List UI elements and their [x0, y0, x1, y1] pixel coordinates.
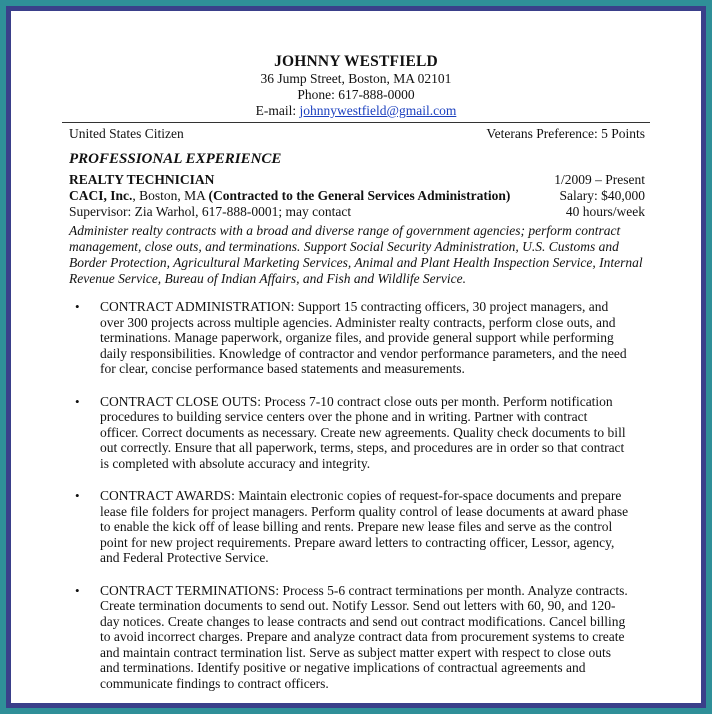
- address-line: 36 Jump Street, Boston, MA 02101: [260, 71, 452, 86]
- phone-line: Phone: 617-888-0000: [297, 87, 415, 102]
- bullet-marker: •: [75, 488, 80, 503]
- email-line: [11, 103, 701, 119]
- resume-body: [69, 126, 645, 703]
- salary: Salary: $40,000: [559, 188, 645, 203]
- duty-text: CONTRACT ADMINISTRATION: Support 15 contracting officers, 30 project managers, and over 300 projects across multiple agencies. Administer realty contracts, perform close outs, and terminations. Manage paperwork, organize files, and provide general support while performing daily responsibilities. Knowledge of contractor and vendor performance parameters, and the need for clear, concise performance based statements and measurements.: [100, 299, 627, 376]
- job-title: REALTY TECHNICIAN: [69, 172, 215, 187]
- email-link[interactable]: johnnywestfield@gmail.com: [299, 103, 457, 118]
- job-entry: [69, 172, 645, 287]
- applicant-name: JOHNNY WESTFIELD: [274, 53, 438, 70]
- email-label: E-mail:: [255, 103, 300, 118]
- bullet-marker: •: [75, 582, 80, 598]
- list-item: [69, 583, 645, 692]
- job-summary: Administer realty contracts with a broad and diverse range of government agencies; perform contract management, close outs, and terminations. Support Social Security Administration, U.S. Customs and Border Protection, Agricultural Marketing Services, Animal and Plant Health Inspection Service, Internal Revenue Service, Bureau of Indian Affairs, and Fish and Wildlife Service.: [69, 223, 643, 286]
- section-title: PROFESSIONAL EXPERIENCE: [69, 151, 282, 167]
- duty-text: CONTRACT CLOSE OUTS: Process 7-10 contract close outs per month. Perform notification procedures to building service centers over the phone and in writing. Partner with contract officer. Correct documents as necessary. Create new agreements. Quality check documents to bill out correctly. Ensure that all paperwork, terms, steps, and procedures are in order so that contract is completed with absolute accuracy and integrity.: [100, 393, 626, 471]
- bullet-marker: •: [75, 299, 80, 314]
- supervisor: Supervisor: Zia Warhol, 617-888-0001; may contact: [69, 204, 352, 219]
- company-location: , Boston, MA: [132, 188, 209, 203]
- hours: 40 hours/week: [565, 204, 645, 219]
- job-dates: 1/2009 – Present: [554, 172, 645, 187]
- duties-list: [69, 299, 645, 691]
- contract-note: (Contracted to the General Services Administration): [208, 188, 511, 203]
- list-item: [69, 488, 645, 566]
- image-border: [6, 6, 706, 708]
- employer-line: [69, 188, 510, 204]
- list-item: [69, 299, 645, 377]
- duty-text: CONTRACT AWARDS: Maintain electronic copies of request-for-space documents and prepare lease file folders for project managers. Perform quality control of lease documents at award phase to enable the kick off of lease billing and rents. Prepare new lease files and serve as the control point for new project requirements. Prepare award letters to contracting officer, Lessor, agency, and Federal Protective Service.: [100, 488, 629, 565]
- bullet-marker: •: [75, 393, 80, 409]
- header-divider: [62, 122, 650, 123]
- duty-text: CONTRACT TERMINATIONS: Process 5-6 contract terminations per month. Analyze contracts. Create termination documents to send out. Notify Lessor. Send out letters with 60, 90, and 120-day notices. Create changes to lease contracts and send out contract modifications. Cancel billing to avoid incorrect charges. Prepare and analyze contract data from procurement systems to create and maintain contract termination list. Serve as subject matter expert with respect to close outs and terminations. Identify positive or negative implications of contractual agreements and communicate findings to contract officers.: [100, 582, 628, 691]
- resume-page: [11, 11, 701, 703]
- company-name: CACI, Inc.: [69, 188, 133, 203]
- veterans-preference: Veterans Preference: 5 Points: [486, 126, 645, 141]
- meta-row: [69, 126, 645, 142]
- list-item: [69, 394, 645, 472]
- contact-header: [11, 11, 701, 119]
- citizenship: United States Citizen: [69, 126, 184, 141]
